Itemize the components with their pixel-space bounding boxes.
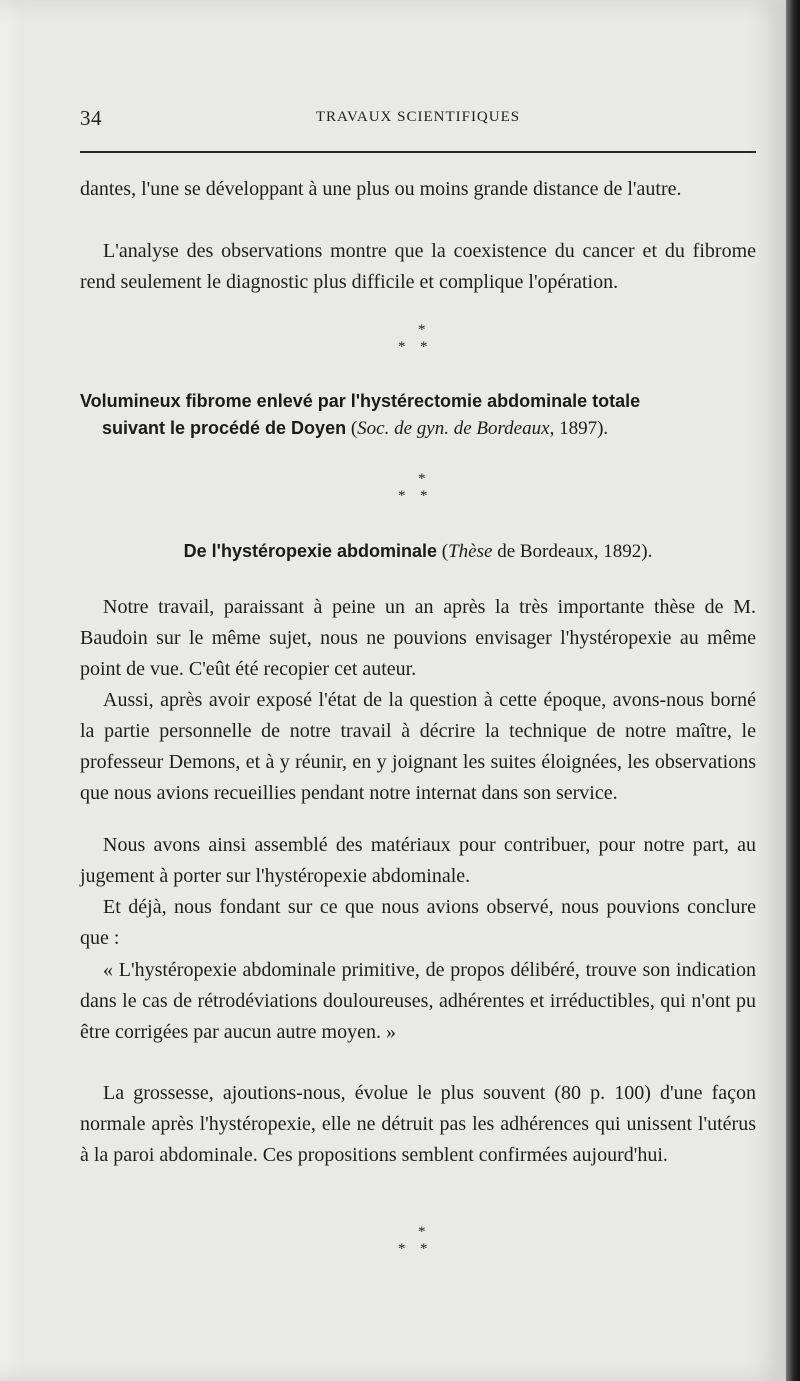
page-header	[80, 106, 756, 130]
section-heading-hysteropexie	[80, 538, 756, 565]
heading-1-line-1: Volumineux fibrome enlevé par l'hystérectomie abdominale totale	[80, 391, 641, 411]
heading-2-open-paren: (	[437, 541, 449, 562]
paragraph-8: La grossesse, ajoutions-nous, évolue le plus souvent (80 p. 100) d'une façon normale après l'hystéropexie, elle ne détruit pas les adhérences qui unissent l'utérus à la paroi abdominale. Ces propositions semblent confirmées aujourd'hui.	[80, 1082, 756, 1166]
asterism-2	[378, 472, 430, 506]
asterism-2-star-top: *	[418, 471, 426, 487]
heading-2-title: De l'hystéropexie abdominale	[183, 541, 438, 561]
paragraph-6: Et déjà, nous fondant sur ce que nous avions observé, nous pouvions conclure que :	[80, 896, 756, 949]
paragraph-3: Notre travail, paraissant à peine un an après la très importante thèse de M. Baudoin sur le même sujet, nous ne pouvions envisager l'hystéropexie au même point de vue. C'eût été recopier cet auteur.	[80, 596, 756, 680]
heading-1-line-2	[80, 415, 756, 442]
heading-1-title-part: suivant le procédé de Doyen	[102, 418, 347, 438]
page-number: 34	[80, 106, 102, 130]
asterism-2-star-left: *	[398, 488, 406, 504]
asterism-1-star-right: *	[420, 339, 428, 355]
asterism-3	[378, 1225, 430, 1259]
section-heading-fibrome	[80, 388, 756, 442]
asterism-2-star-right: *	[420, 488, 428, 504]
paragraph-5: Nous avons ainsi assemblé des matériaux pour contribuer, pour notre part, au jugement à porter sur l'hystéropexie abdominale.	[80, 834, 756, 887]
header-rule	[80, 151, 756, 153]
asterism-1-star-left: *	[398, 339, 406, 355]
paragraph-2: L'analyse des observations montre que la coexistence du cancer et du fibrome rend seulement le diagnostic plus difficile et complique l'opération.	[80, 240, 756, 293]
heading-1-year: , 1897).	[549, 418, 609, 439]
heading-2-source: de Bordeaux, 1892).	[492, 541, 653, 562]
asterism-1	[378, 323, 430, 357]
asterism-3-star-right: *	[420, 1241, 428, 1257]
paragraph-1: dantes, l'une se développant à une plus ou moins grande distance de l'autre.	[80, 178, 682, 200]
asterism-3-star-top: *	[418, 1224, 426, 1240]
paragraph-7-quote: « L'hystéropexie abdominale primitive, de propos délibéré, trouve son indication dans le cas de rétrodéviations douloureuses, adhérentes et irréductibles, qui n'ont pu être corrigées par aucun autre moyen. »	[80, 959, 756, 1043]
paragraph-4: Aussi, après avoir exposé l'état de la question à cette époque, avons-nous borné la partie personnelle de notre travail à décrire la technique de notre maître, le professeur Demons, et à y réunir, en y joignant les suites éloignées, les observations que nous avions recueillies pendant notre internat dans son service.	[80, 689, 756, 804]
heading-1-source: Soc. de gyn. de Bordeaux	[357, 418, 550, 439]
running-title: TRAVAUX SCIENTIFIQUES	[315, 109, 521, 125]
heading-2-thesis: Thèse	[448, 541, 493, 562]
asterism-3-star-left: *	[398, 1241, 406, 1257]
asterism-1-star-top: *	[418, 322, 426, 338]
heading-1-open-paren: (	[346, 418, 358, 439]
book-gutter-shadow	[786, 0, 800, 1381]
